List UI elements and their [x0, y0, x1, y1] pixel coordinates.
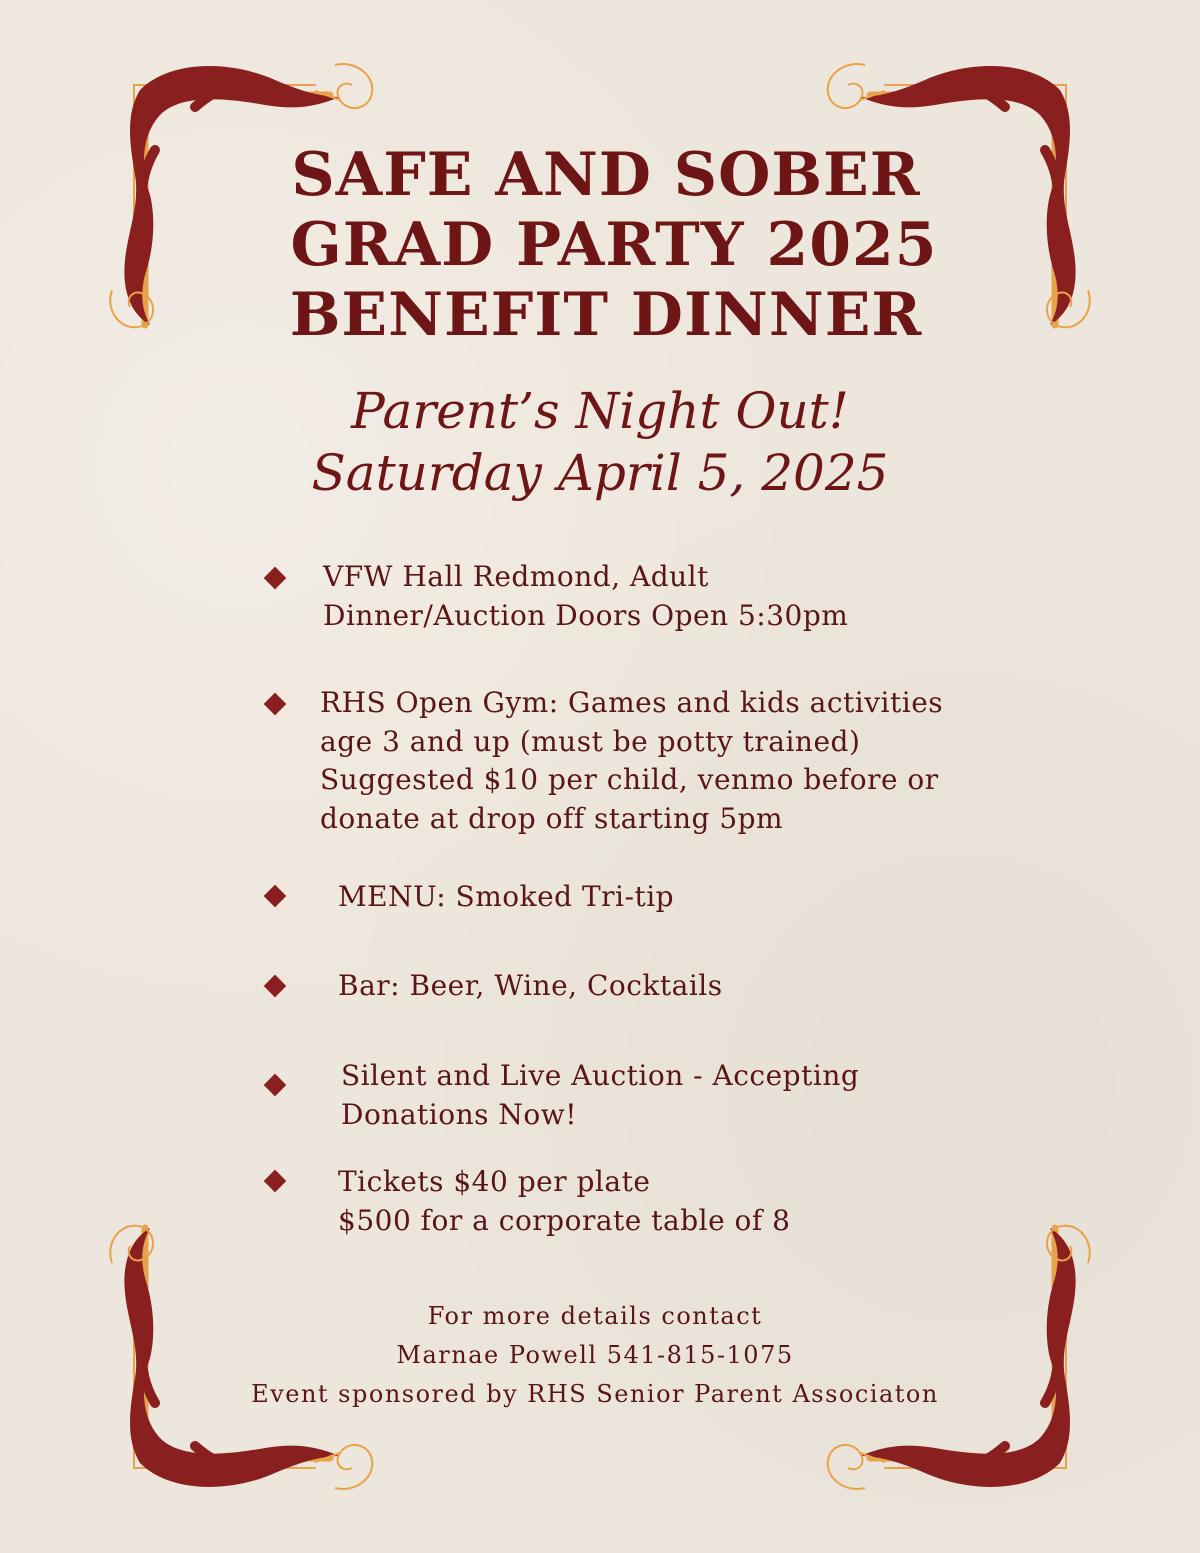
- footer-line-3: Event sponsored by RHS Senior Parent Associaton: [251, 1380, 939, 1408]
- item-line: Bar: Beer, Wine, Cocktails: [338, 969, 723, 1002]
- item-line: VFW Hall Redmond, Adult: [323, 560, 709, 593]
- footer-line-2: Marnae Powell 541-815-1075: [396, 1341, 794, 1369]
- list-item-menu: [338, 878, 674, 917]
- item-line: Tickets $40 per plate: [338, 1165, 651, 1198]
- subtitle-line-2: Saturday April 5, 2025: [311, 444, 889, 502]
- list-item-bar: [338, 967, 723, 1006]
- item-line: Suggested $10 per child, venmo before or: [320, 763, 939, 796]
- item-line: MENU: Smoked Tri-tip: [338, 880, 675, 913]
- item-line: RHS Open Gym: Games and kids activities: [320, 686, 944, 719]
- item-line: Dinner/Auction Doors Open 5:30pm: [323, 598, 849, 632]
- list-item-open-gym: [320, 684, 943, 838]
- item-line: age 3 and up (must be potty trained): [320, 724, 861, 758]
- item-line: Silent and Live Auction - Accepting: [341, 1059, 860, 1092]
- title-line-1: SAFE AND SOBER: [291, 140, 921, 210]
- item-line: donate at drop off starting 5pm: [320, 801, 784, 835]
- title-line-3: BENEFIT DINNER: [289, 280, 923, 350]
- list-item-venue: [323, 558, 848, 635]
- subtitle-line-1: Parent’s Night Out!: [351, 382, 849, 440]
- title-line-2: GRAD PARTY 2025: [290, 210, 938, 280]
- item-line: $500 for a corporate table of 8: [338, 1203, 791, 1237]
- list-item-tickets: [338, 1163, 791, 1240]
- footer-contact: [0, 1297, 1190, 1414]
- item-line: Donations Now!: [341, 1097, 577, 1131]
- footer-line-1: For more details contact: [427, 1302, 763, 1330]
- list-item-auction: [341, 1057, 859, 1134]
